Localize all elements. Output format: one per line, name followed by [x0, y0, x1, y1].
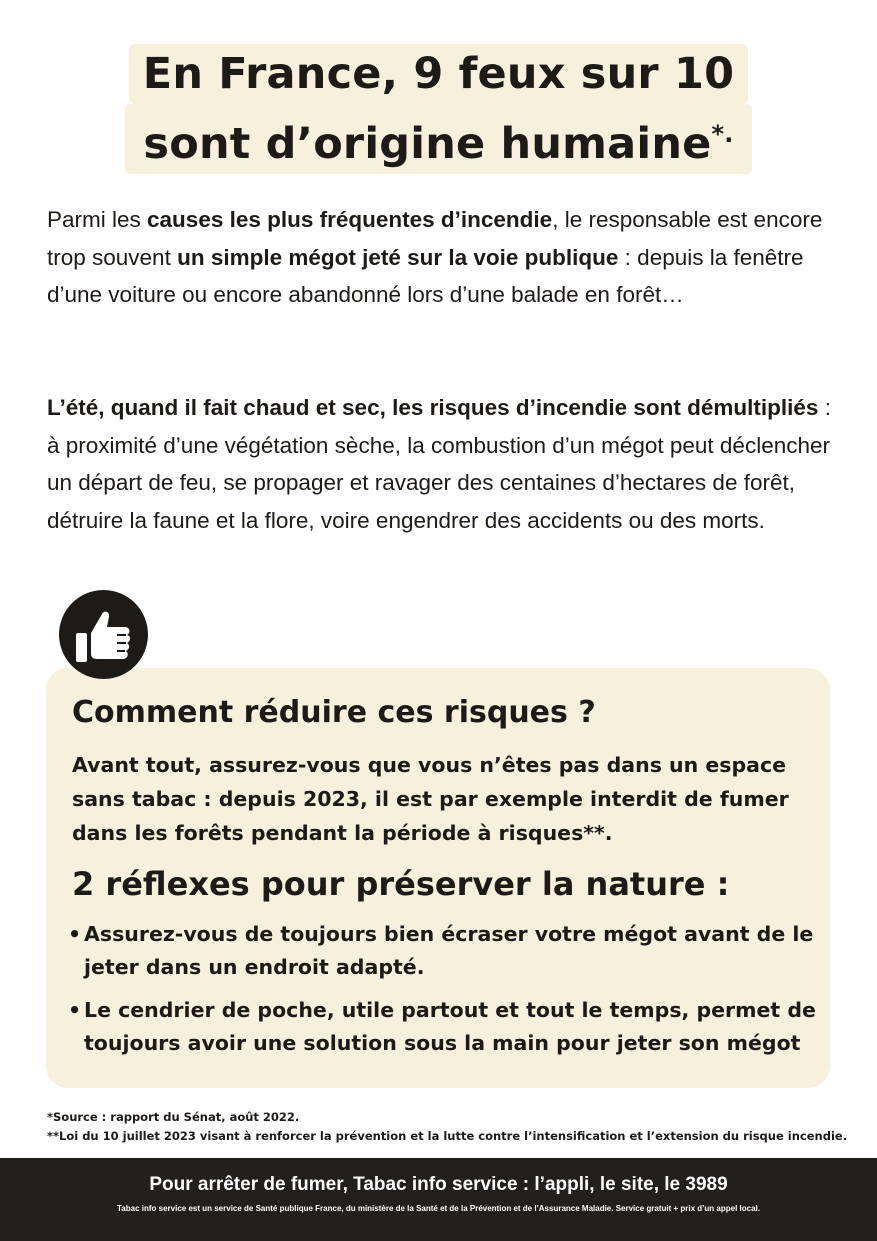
- list-item-text: Assurez-vous de toujours bien écraser votre mégot avant de le jeter dans un endroit adapté.: [84, 922, 814, 979]
- risk-reduction-heading: Comment réduire ces risques ?: [72, 695, 596, 730]
- list-item: [68, 918, 818, 984]
- risk-reduction-box: [46, 668, 830, 1088]
- footer-sub-text: Tabac info service est un service de Santé publique France, du ministère de la Santé et de la Prévention et de l’Assurance Maladie. Service gratuit + prix d’un appel local.: [117, 1204, 760, 1213]
- para2-text-1: : à proximité d’une végétation sèche, la combustion d’un mégot peut déclencher un départ de feu, se propager et ravager des centaines d’hectares de forêt, détruire la faune et la flore, voire engendrer des accidents ou des morts.: [47, 395, 831, 533]
- intro-paragraph: [47, 201, 837, 314]
- page-title: [0, 44, 877, 174]
- reflexes-list: [68, 918, 818, 1070]
- title-footnote-mark: *.: [711, 120, 734, 148]
- bullet-mark: •: [68, 998, 82, 1022]
- footnote-law: **Loi du 10 juillet 2023 visant à renforcer la prévention et la lutte contre l’intensification et l’extension du risque incendie.: [47, 1129, 848, 1143]
- footer-main-text: Pour arrêter de fumer, Tabac info service : l’appli, le site, le 3989: [149, 1174, 728, 1195]
- list-item: [68, 994, 818, 1060]
- para2-bold-1: L’été, quand il fait chaud et sec, les risques d’incendie sont démultipliés: [47, 395, 819, 420]
- para1-bold-2: un simple mégot jeté sur la voie publique: [177, 244, 619, 270]
- para1-text-2: , le responsable est encore trop souvent: [47, 207, 823, 270]
- list-item-text: Le cendrier de poche, utile partout et tout le temps, permet de toujours avoir une solution sous la main pour jeter son mégot: [84, 998, 816, 1055]
- summer-risk-paragraph: [47, 389, 837, 539]
- title-line-1: En France, 9 feux sur 10: [129, 44, 748, 104]
- para1-text-3: : depuis la fenêtre d’une voiture ou encore abandonné lors d’une balade en forêt…: [47, 244, 804, 307]
- footnotes: [47, 1108, 847, 1146]
- reflexes-heading: 2 réflexes pour préserver la nature :: [72, 865, 730, 903]
- bullet-mark: •: [68, 922, 82, 946]
- footnote-source: *Source : rapport du Sénat, août 2022.: [47, 1110, 300, 1124]
- thumbs-up-icon: [59, 590, 148, 679]
- title-line-2-text: sont d’origine humaine: [143, 119, 712, 169]
- footer-banner: [0, 1158, 877, 1241]
- risk-reduction-intro: Avant tout, assurez-vous que vous n’êtes pas dans un espace sans tabac : depuis 2023, il est par exemple interdit de fumer dans les forêts pendant la période à risques**.: [72, 753, 789, 845]
- para1-text-1: Parmi les: [47, 207, 148, 232]
- para1-bold-1: causes les plus fréquentes d’incendie: [147, 207, 553, 232]
- title-line-2: [125, 104, 751, 174]
